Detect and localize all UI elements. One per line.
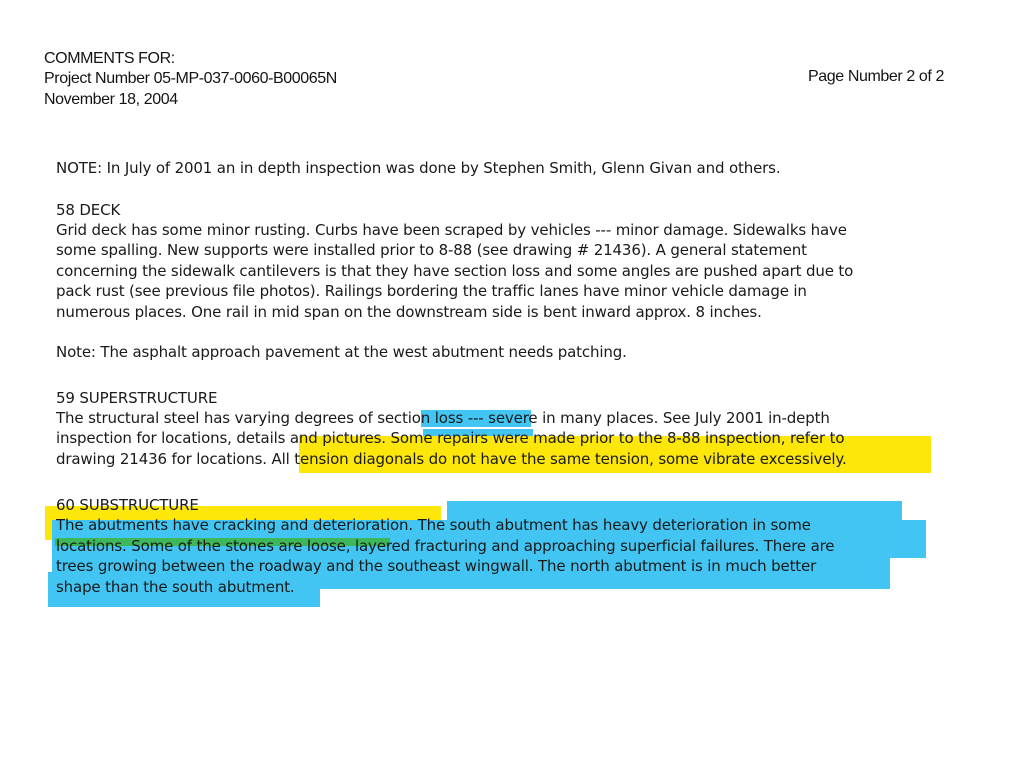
page-number: Page Number 2 of 2 (808, 68, 944, 85)
substructure-line-4: shape than the south abutment. (56, 578, 295, 596)
superstructure-heading: 59 SUPERSTRUCTURE (56, 389, 218, 407)
deck-line-4: pack rust (see previous file photos). Railings bordering the traffic lanes have minor vehicle damage in (56, 282, 807, 300)
substructure-line-2: locations. Some of the stones are loose, layered fracturing and approaching superficial failures. There are (56, 537, 835, 555)
deck-line-5: numerous places. One rail in mid span on the downstream side is bent inward approx. 8 inches. (56, 303, 762, 321)
substructure-heading: 60 SUBSTRUCTURE (56, 496, 199, 514)
superstructure-line-1: The structural steel has varying degrees of section loss --- severe in many places. See July 2001 in-depth (56, 409, 830, 427)
deck-line-1: Grid deck has some minor rusting. Curbs have been scraped by vehicles --- minor damage. Sidewalks have (56, 221, 847, 239)
deck-line-3: concerning the sidewalk cantilevers is that they have section loss and some angles are pushed apart due to (56, 262, 854, 280)
note-intro: NOTE: In July of 2001 an in depth inspection was done by Stephen Smith, Glenn Givan and others. (56, 159, 781, 177)
superstructure-line-3: drawing 21436 for locations. All tension diagonals do not have the same tension, some vibrate excessively. (56, 450, 847, 468)
report-date: November 18, 2004 (44, 91, 178, 108)
substructure-line-3: trees growing between the roadway and the southeast wingwall. The north abutment is in much better (56, 557, 817, 575)
substructure-line-1: The abutments have cracking and deterioration. The south abutment has heavy deterioration in some (56, 516, 811, 534)
superstructure-line-2: inspection for locations, details and pictures. Some repairs were made prior to the 8-88 inspection, refer to (56, 429, 845, 447)
deck-heading: 58 DECK (56, 201, 121, 219)
comments-for-label: COMMENTS FOR: (44, 50, 175, 67)
deck-note: Note: The asphalt approach pavement at the west abutment needs patching. (56, 343, 627, 361)
project-number: Project Number 05-MP-037-0060-B00065N (44, 70, 337, 87)
deck-line-2: some spalling. New supports were installed prior to 8-88 (see drawing # 21436). A general statement (56, 241, 807, 259)
